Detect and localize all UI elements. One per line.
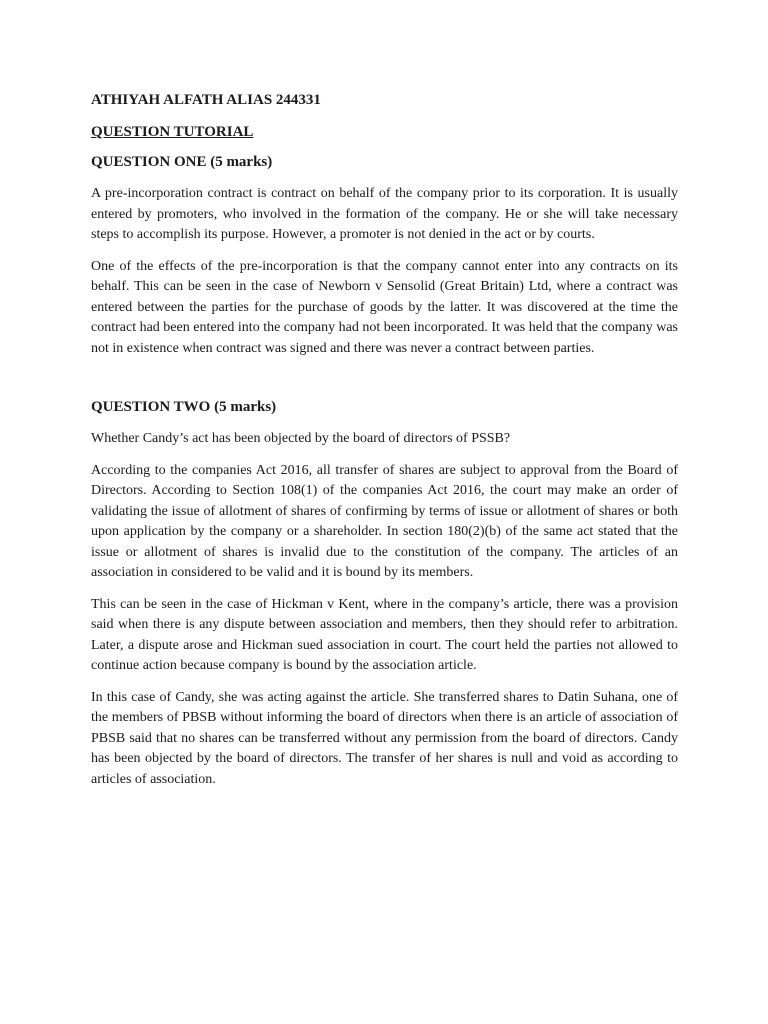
question-one-heading: QUESTION ONE (5 marks): [91, 154, 273, 170]
question-two-paragraph-2: According to the companies Act 2016, all transfer of shares are subject to approval from the Board of Directors. According to Section 108(1) of the companies Act 2016, the court may make an order of validating the issue of allotment of shares of confirming by terms of issue or allotment of shares or both upon application by the company or a shareholder. In section 180(2)(b) of the same act stated that the issue or allotment of shares is invalid due to the constitution of the company. The articles of an association in considered to be valid and it is bound by its members.: [91, 462, 678, 580]
question-one-paragraph-1: A pre-incorporation contract is contract on behalf of the company prior to its corporation. It is usually entered by promoters, who involved in the formation of the company. He or she will take necessary steps to accomplish its purpose. However, a promoter is not denied in the act or by courts.: [91, 186, 678, 242]
section-spacer: [91, 370, 678, 397]
question-one-section: [91, 152, 678, 359]
question-two-paragraph-1: Whether Candy’s act has been objected by the board of directors of PSSB?: [91, 431, 511, 446]
author-line: ATHIYAH ALFATH ALIAS 244331: [91, 92, 321, 108]
question-two-paragraph-3: This can be seen in the case of Hickman v Kent, where in the company’s article, there was a provision said when there is any dispute between association and members, then they should refer to arbitration. Later, a dispute arose and Hickman sued association in court. The court held the parties not allowed to continue action because company is bound by the association article.: [91, 596, 678, 673]
document-body: [91, 90, 678, 801]
question-two-paragraph-4: In this case of Candy, she was acting against the article. She transferred shares to Datin Suhana, one of the members of PBSB without informing the board of directors when there is an article of association of PBSB said that no shares can be transferred without any permission from the board of directors. Candy has been objected by the board of directors. The transfer of her shares is null and void as according to articles of association.: [91, 689, 678, 787]
question-two-heading: QUESTION TWO (5 marks): [91, 399, 277, 415]
question-one-paragraph-2: One of the effects of the pre-incorporation is that the company cannot enter into any contracts on its behalf. This can be seen in the case of Newborn v Sensolid (Great Britain) Ltd, where a contract was entered between the parties for the purchase of goods by the latter. It was discovered at the time the contract had been entered into the company had not been incorporated. It was held that the company was not in existence when contract was signed and there was never a contract between parties.: [91, 258, 679, 356]
document-title: QUESTION TUTORIAL: [91, 124, 254, 140]
question-two-section: [91, 397, 678, 790]
